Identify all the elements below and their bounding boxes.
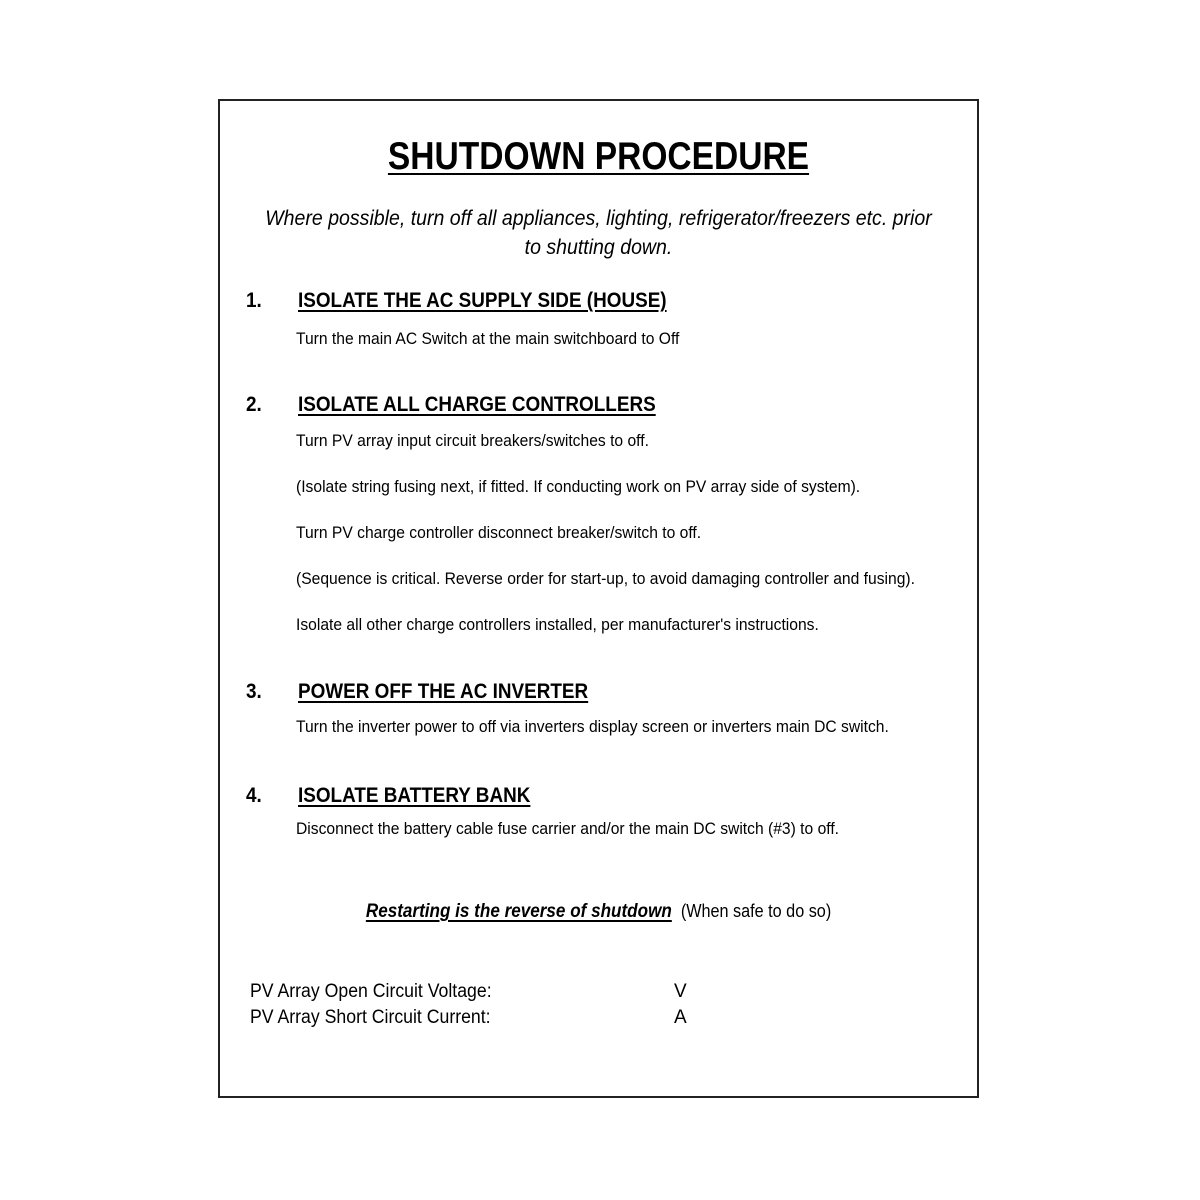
page-title [273,135,924,179]
spec-current-unit: A [674,1007,687,1028]
step-4-heading [298,784,530,808]
spec-voltage-label: PV Array Open Circuit Voltage: [250,981,492,1002]
step-2-heading-text: ISOLATE ALL CHARGE CONTROLLERS [298,393,656,416]
spec-voltage-unit: V [674,981,687,1002]
step-1-heading [298,289,667,313]
step-3-line-1: Turn the inverter power to off via inverters display screen or inverters main DC switch. [296,717,889,736]
step-3-heading [298,680,588,704]
step-3-heading-text: POWER OFF THE AC INVERTER [298,680,589,703]
step-4-heading-text: ISOLATE BATTERY BANK [298,784,531,807]
step-1-number: 1. [246,289,262,312]
step-3-number: 3. [246,680,262,703]
restart-condition: (When safe to do so) [680,901,832,921]
restart-emphasis: Restarting is the reverse of shutdown [365,901,672,922]
step-2-line-4: (Sequence is critical. Reverse order for start-up, to avoid damaging controller and fusing). [296,569,915,588]
shutdown-procedure-sign [218,99,979,1098]
title-text: SHUTDOWN PROCEDURE [387,135,810,178]
step-2-line-3: Turn PV charge controller disconnect breaker/switch to off. [296,523,702,542]
step-2-heading [298,393,656,417]
step-4-line-1: Disconnect the battery cable fuse carrier and/or the main DC switch (#3) to off. [296,819,840,838]
step-2-line-2: (Isolate string fusing next, if fitted. If conducting work on PV array side of system). [296,477,861,496]
restart-note [220,901,977,923]
intro-text: Where possible, turn off all appliances, lighting, refrigerator/freezers etc. prior to shutting down. [265,207,932,259]
step-1-heading-text: ISOLATE THE AC SUPPLY SIDE (HOUSE) [298,289,667,312]
step-1-line-1: Turn the main AC Switch at the main switchboard to Off [296,329,680,348]
step-2-number: 2. [246,393,262,416]
step-4-number: 4. [246,784,262,807]
step-2-line-1: Turn PV array input circuit breakers/switches to off. [296,431,649,450]
spec-current-label: PV Array Short Circuit Current: [250,1007,491,1028]
step-2-line-5: Isolate all other charge controllers installed, per manufacturer's instructions. [296,615,819,634]
